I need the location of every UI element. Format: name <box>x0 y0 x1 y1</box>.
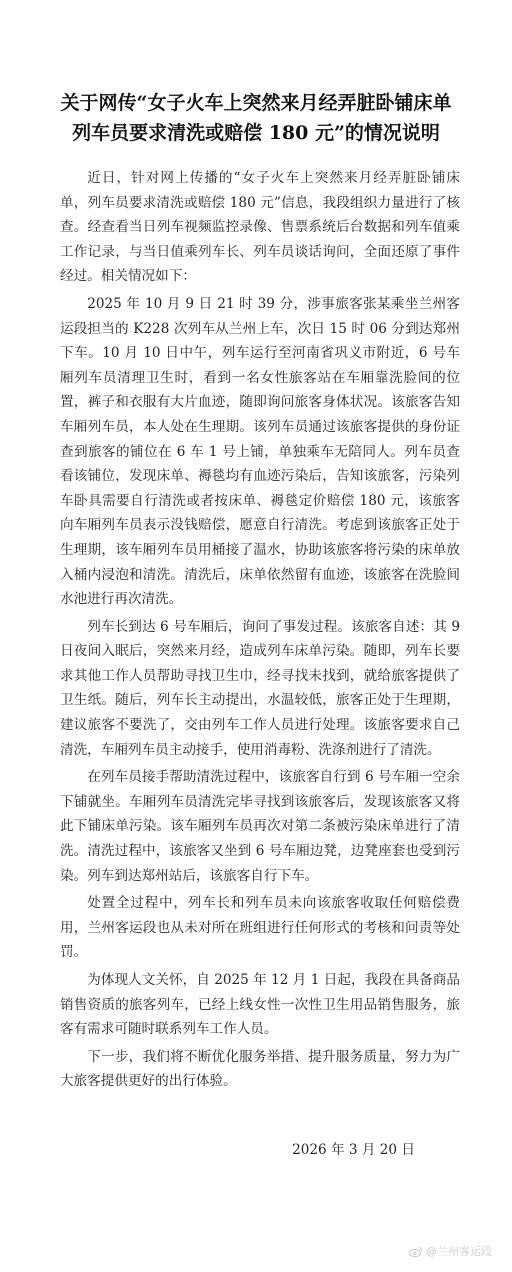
paragraph-2: 2025 年 10 月 9 日 21 时 39 分，涉事旅客张某乘坐兰州客运段担当的 K228 次列车从兰州上车，次日 15 时 06 分到达郑州下车。10 月 10 日中午，列车运行至河南省巩义市附近，6 号车厢列车员清理卫生时，看到一名女性旅客站在车厢靠洗脸间的位置，裤子和衣服有大片血迹，随即询问旅客身体状况。该旅客告知车厢列车员，本人处在生理期。该列车员通过该旅客提供的身份证查到旅客的铺位在 6 车 1 号上铺，单独乘车无陪同人。列车员查看该铺位，发现床单、褥毯均有血迹污染后，告知该旅客，污染列车卧具需要自行清洗或者按床单、褥毯定价赔偿 180 元，该旅客向车厢列车员表示没钱赔偿，愿意自行清洗。考虑到该旅客正处于生理期，该车厢列车员用桶接了温水，协助该旅客将污染的床单放入桶内浸泡和清洗。清洗后，床单依然留有血迹，该旅客在洗脸间水池进行再次清洗。 <box>60 295 460 608</box>
watermark-text: @兰州客运段 <box>426 1245 492 1258</box>
document-date: 2026 年 3 月 20 日 <box>292 1142 415 1158</box>
document-title <box>40 88 472 148</box>
paragraph-5: 处置全过程中，列车长和列车员未向该旅客收取任何赔偿费用，兰州客运段也从未对所在班组进行任何形式的考核和问责等处罚。 <box>60 895 460 961</box>
paragraph-3: 列车长到达 6 号车厢后，询问了事发过程。该旅客自述：其 9 日夜间入眠后，突然来月经，造成列车床单污染。随即，列车长要求其他工作人员帮助寻找卫生巾，经寻找未找到，就给旅客提供了卫生纸。随后，列车长主动提出，水温较低，旅客正处于生理期，建议旅客不要洗了，交由列车工作人员进行处理。该旅客要求自己清洗，车厢列车员主动接手，使用消毒粉、洗涤剂进行了清洗。 <box>60 618 460 758</box>
paragraph-7: 下一步，我们将不断优化服务举措、提升服务质量，努力为广大旅客提供更好的出行体验。 <box>60 1048 460 1090</box>
title-line-2: 列车员要求清洗或赔偿 180 元”的情况说明 <box>72 122 440 144</box>
weibo-icon <box>409 1246 423 1257</box>
paragraph-4: 在列车员接手帮助清洗过程中，该旅客自行到 6 号车厢一空余下铺就坐。车厢列车员清洗完毕寻找到该旅客后，发现该旅客又将此下铺床单污染。该车厢列车员再次对第二条被污染床单进行了清洗。清洗过程中，该旅客又坐到 6 号车厢边凳，边凳座套也受到污染。列车到达郑州站后，该旅客自行下车。 <box>60 769 460 884</box>
document-body <box>60 166 460 1097</box>
paragraph-6: 为体现人文关怀，自 2025 年 12 月 1 日起，我段在具备商品销售资质的旅客列车，已经上线女性一次性卫生用品销售服务，旅客有需求可随时联系列车工作人员。 <box>60 972 460 1038</box>
title-line-1: 关于网传“女子火车上突然来月经弄脏卧铺床单 <box>60 92 452 114</box>
paragraph-1: 近日，针对网上传播的“女子火车上突然来月经弄脏卧铺床单，列车员要求清洗或赔偿 180 元”信息，我段组织力量进行了核查。经查看当日列车视频监控录像、售票系统后台数据和列车值乘工作记录，与当日值乘列车长、列车员谈话询问，全面还原了事件经过。相关情况如下： <box>60 170 460 285</box>
watermark <box>409 1243 492 1259</box>
